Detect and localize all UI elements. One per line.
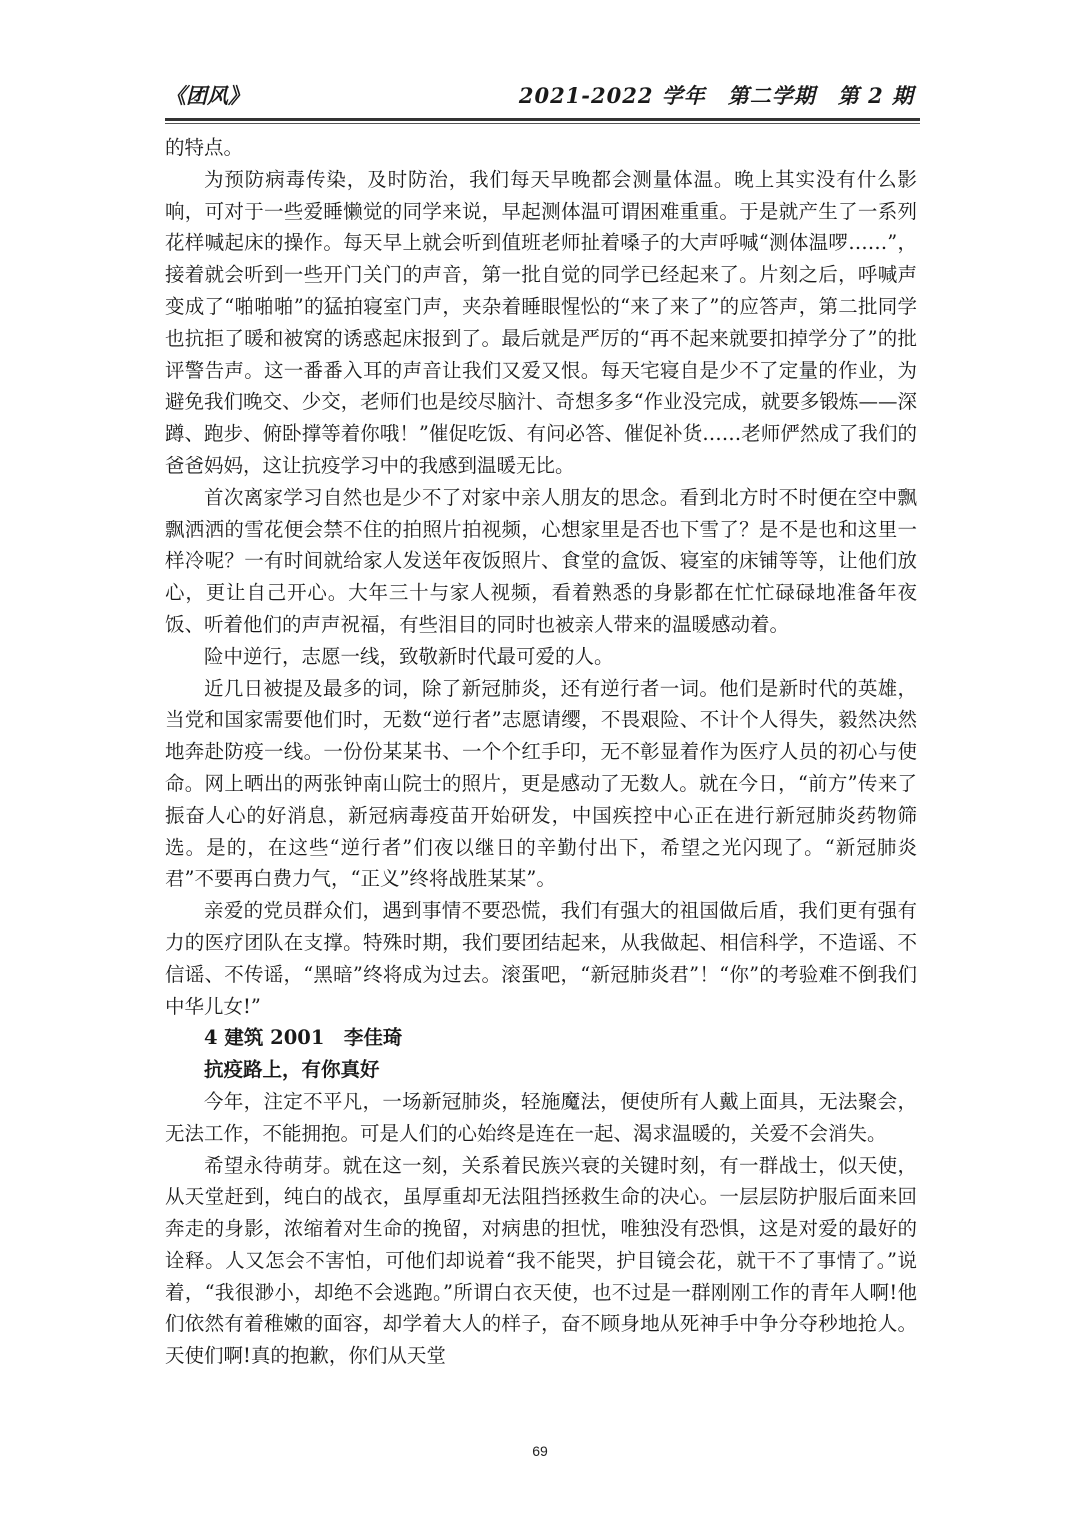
paragraph: 的特点。 [165, 136, 244, 159]
paragraph: 为预防病毒传染，及时防治，我们每天早晚都会测量体温。晚上其实没有什么影响，可对于一些爱睡懒觉的同学来说，早起测体温可谓困难重重。于是就产生了一系列花样喊起床的操作。每天早上就会听到值班老师扯着嗓子的大声呼喊“测体温啰……”，接着就会听到一些开门关门的声音，第一批自觉的同学已经起来了。片刻之后，呼喊声变成了“啪啪啪”的猛拍寝室门声，夹杂着睡眼惺忪的“来了来了”的应答声，第二批同学也抗拒了暖和被窝的诱惑起床报到了。最后就是严厉的“再不起来就要扣掉学分了”的批评警告声。这一番番入耳的声音让我们又爱又恨。每天宅寝自是少不了定量的作业，为避免我们晚交、少交，老师们也是绞尽脑汁、奇想多多“作业没完成，就要多锻炼——深蹲、跑步、俯卧撑等着你哦！”催促吃饭、有问必答、催促补货……老师俨然成了我们的爸爸妈妈，这让抗疫学习中的我感到温暖无比。 [165, 167, 917, 477]
header-rule [165, 118, 920, 121]
header-rule-thin [165, 123, 920, 124]
issue-info: 2021-2022 学年 第二学期 第 2 期 [518, 83, 914, 108]
page-header [165, 80, 920, 116]
article-title: 抗疫路上，有你真好 [204, 1058, 380, 1082]
paragraph: 今年，注定不平凡，一场新冠肺炎，轻施魔法，便使所有人戴上面具，无法聚会，无法工作，不能拥抱。可是人们的心始终是连在一起、渴求温暖的，关爱不会消失。 [165, 1089, 917, 1145]
paragraph: 险中逆行，志愿一线，致敬新时代最可爱的人。 [204, 644, 614, 668]
paragraph: 首次离家学习自然也是少不了对家中亲人朋友的思念。看到北方时不时便在空中飘飘洒洒的雪花便会禁不住的拍照片拍视频，心想家里是否也下雪了？是不是也和这里一样冷呢？一有时间就给家人发送年夜饭照片、食堂的盒饭、寝室的床铺等等，让他们放心，更让自己开心。大年三十与家人视频，看着熟悉的身影都在忙忙碌碌地准备年夜饭、听着他们的声声祝福，有些泪目的同时也被亲人带来的温暖感动着。 [165, 485, 917, 636]
paragraph: 亲爱的党员群众们，遇到事情不要恐慌，我们有强大的祖国做后盾，我们更有强有力的医疗团队在支撑。特殊时期，我们要团结起来，从我做起、相信科学，不造谣、不信谣、不传谣，“黑暗”终将成为过去。滚蛋吧，“新冠肺炎君”！“你”的考验难不倒我们中华儿女!” [165, 899, 917, 1018]
article-author: 4 建筑 2001 李佳琦 [204, 1026, 403, 1050]
paragraph: 近几日被提及最多的词，除了新冠肺炎，还有逆行者一词。他们是新时代的英雄，当党和国家需要他们时，无数“逆行者”志愿请缨，不畏艰险、不计个人得失，毅然决然地奔赴防疫一线。一份份某某书、一个个红手印，无不彰显着作为医疗人员的初心与使命。网上晒出的两张钟南山院士的照片，更是感动了无数人。就在今日，“前方”传来了振奋人心的好消息，新冠病毒疫苗开始研发，中国疾控中心正在进行新冠肺炎药物筛选。是的，在这些“逆行者”们夜以继日的辛勤付出下，希望之光闪现了。“新冠肺炎君”不要再白费力气，“正义”终将战胜某某”。 [165, 676, 917, 891]
journal-title: 《团风》 [165, 83, 249, 108]
paragraph: 希望永待萌芽。就在这一刻，关系着民族兴衰的关键时刻，有一群战士，似天使，从天堂赶到，纯白的战衣，虽厚重却无法阻挡拯救生命的决心。一层层防护服后面来回奔走的身影，浓缩着对生命的挽留，对病患的担忧，唯独没有恐惧，这是对爱的最好的诠释。人又怎会不害怕，可他们却说着“我不能哭，护目镜会花，就干不了事情了。”说着，“我很渺小，却绝不会逃跑。”所谓白衣天使，也不过是一群刚刚工作的青年人啊!他们依然有着稚嫩的面容，却学着大人的样子，奋不顾身地从死神手中争分夺秒地抢人。天使们啊!真的抱歉，你们从天堂 [165, 1153, 917, 1368]
article-body [165, 132, 917, 1372]
page-number: 69 [532, 1443, 548, 1459]
